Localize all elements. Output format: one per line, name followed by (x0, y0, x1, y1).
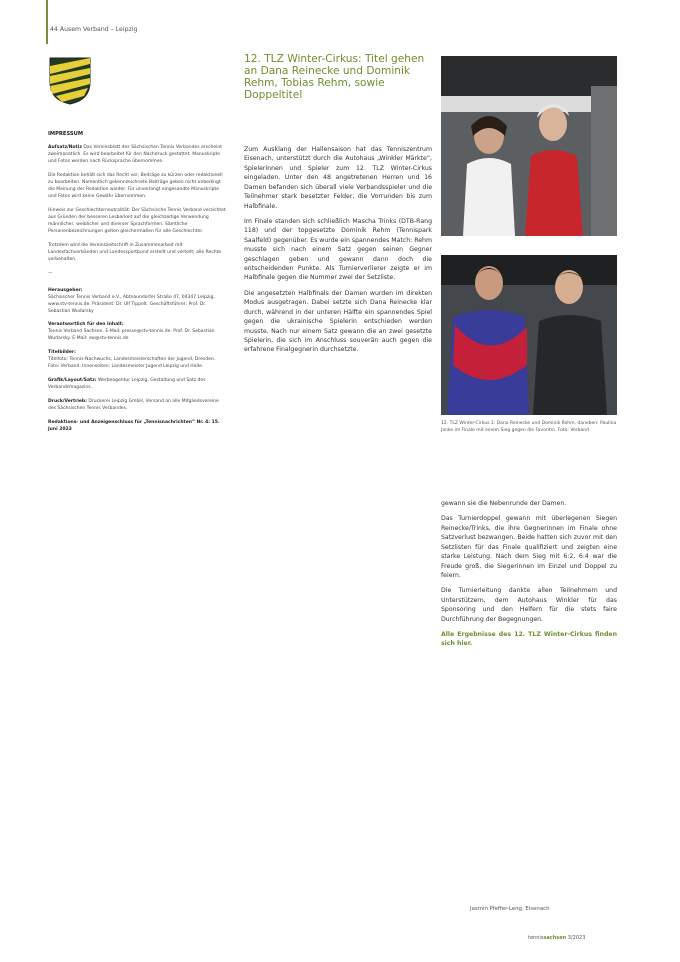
footer-brand-accent: sachsen (543, 935, 567, 941)
titelbilder-block: Titelbilder: Titelfoto: Tennis-Nachwuchs, Landesmeisterschaften der Jugend, Dresden. Foto: Verband. Innenseiten: Landesmeister Jugend Leipzig und Halle. (48, 350, 216, 370)
article-paragraph: Das Turnierdoppel gewann mit überlegenen Siegen Reinecke/Trinks, die ihre Gegnerinnen im Finale ohne Satzverlust bezwangen. Beide hatten sich zuvor mit den Setzlisten für das Finale qualifiziert und zeigten eine starke Leistung. Nach dem Sieg mit 6:2, 6:4 war die Freude groß, die Siegerinnen im Einzel und Doppel zu feiern. (441, 515, 617, 579)
article-paragraph: Im Finale standen sich schließlich Mascha Trinks (DTB-Rang 118) und der topgesetzte Dominik Rehm (Tennispark Saalfeld) gegenüber. Es wurde ein spannendes Match: Rehm musste sich nach einem Satz gegen seinen Gegner geschlagen geben und gewann dann doch die entscheidenden Punkte. Als Turnierverlierer zeigte er im Halbfinale gegen die Nummer zwei der Setzliste. (244, 217, 432, 282)
author-credit: Jasmin Pfeffer-Leng, Eisenach (470, 906, 550, 912)
photo-caption: 12. TLZ Winter-Cirkus 1: Dana Reinecke und Dominik Rehm, daneben: Paulina Janke im Finale mit einem Sieg gegen die Favoritin. Foto: Verband (441, 421, 617, 433)
redaktionsschluss: Redaktions- und Anzeigenschluss für „Tennisnachrichten“ Nr. 4: 15. Juni 2023 (48, 420, 220, 433)
impressum-paragraph: Trotzdem wird die Vereinszeitschrift in Zusammenarbeit mit Landesfachverbänden und Landessportbund erstellt und verteilt; alle Rechte vorbehalten. (48, 242, 222, 262)
photo-illustration (441, 255, 617, 415)
verantwortlich-block: Verantwortlich für den Inhalt: Tennis Verband Sachsen. E-Mail: presse@stv-tennis.de. Prof. Dr. Sebastian Wudarsky. E-Mail: sw@stv-tennis.de (48, 322, 215, 342)
impressum-paragraph: Die Redaktion behält sich das Recht vor, Beiträge zu kürzen oder redaktionell zu bearbeiten. Namentlich gekennzeichnete Beiträge geben nicht unbedingt die Meinung der Redaktion wieder. Für unverlangt eingesandte Manuskripte und Fotos wird keine Gewähr übernommen. (48, 172, 223, 199)
header-rule (46, 0, 48, 44)
article-column-1 (244, 145, 432, 361)
druck-block: Druck/Vertrieb: Druckerei Leipzig GmbH, Versand an alle Mitgliedsvereine des Sächsischen Tennis Verbandes. (48, 399, 219, 412)
section-header: 44 Ausem Verband – Leipzig (50, 26, 138, 33)
coat-of-arms-logo (48, 56, 92, 106)
article-title: 12. TLZ Winter-Cirkus: Titel gehen an Dana Reinecke und Dominik Rehm, Tobias Rehm, sowie Doppeltitel (244, 53, 425, 101)
footer-brand: tennis (528, 935, 544, 941)
separator: — (48, 270, 53, 276)
footer-issue: 3/2023 (567, 935, 586, 941)
page-footer (528, 935, 585, 941)
article-paragraph: Die angesetzten Halbfinals der Damen wurden im direkten Modus ausgetragen. Dabei setzte sich Dana Reinecke klar durch, während in der unteren Hälfte ein spannendes Spiel gegen die ukrainische Spielerin entschieden werden musste. Nach nur einem Satz gewann die an zwei gesetzte Spielerin, die sich im Anschluss souverän auch gegen die erfahrene Finalgegnerin durchsetzte. (244, 289, 432, 354)
article-paragraph: gewann sie die Nebenrunde der Damen. (441, 500, 567, 507)
grafik-block: Grafik/Layout/Satz: Werbeagentur Leipzig, Gestaltung und Satz des Verbandsmagazins. (48, 378, 206, 391)
impressum-paragraph: Hinweis zur Geschlechterneutralität: Der Sächsische Tennis Verband verzichtet aus Gründen der besseren Lesbarkeit auf die gleichzeitige Verwendung männlicher, weiblicher und diverser Sprachformen. Sämtliche Personenbezeichnungen gelten gleichermaßen für alle Geschlechter. (48, 207, 226, 234)
results-link[interactable]: Alle Ergebnisse des 12. TLZ Winter-Cirkus finden sich hier. (441, 631, 617, 648)
herausgeber-block: Herausgeber: Sächsischer Tennis Verband e.V., Abtnaundorfer Straße 47, 04347 Leipzig, www.stv-tennis.de. Präsident: Dr. Ulf Tippelt. Geschäftsführer: Prof. Dr. Sebastian Wudarsky (48, 287, 215, 314)
impressum-column (48, 130, 226, 441)
impressum-intro: Aufsatz/Notiz Das Vereinsblatt des Sächsischen Tennis Verbandes erscheint zweimonatlich. Es wird bearbeitet für den Nachdruck gestattet. Manuskripte und Fotos werden nach Rücksprache übernommen. (48, 145, 222, 164)
article-column-2 (441, 499, 617, 655)
photo-illustration (441, 56, 617, 236)
photo-women-finalists (441, 56, 617, 236)
photo-men-finalists (441, 255, 617, 415)
article-paragraph: Die Turnierleitung dankte allen Teilnehmern und Unterstützern, dem Autohaus Winkler für das Sponsoring und den Helfern für die stets faire Durchführung der Begegnungen. (441, 587, 617, 623)
impressum-title: IMPRESSUM (48, 131, 84, 137)
article-paragraph: Zum Ausklang der Hallensaison hat das Tenniszentrum Eisenach, unterstützt durch die Autohaus „Winkler Märkte“, Spielerinnen und Spieler zum 12. TLZ Winter-Cirkus eingeladen. Unter den 48 angetretenen Herren und 16 Damen befanden sich überall viele Verbandsspieler und die Teilnehmer stark besetzter Felder, die Vorrunden bis zum Halbfinale. (244, 146, 432, 210)
